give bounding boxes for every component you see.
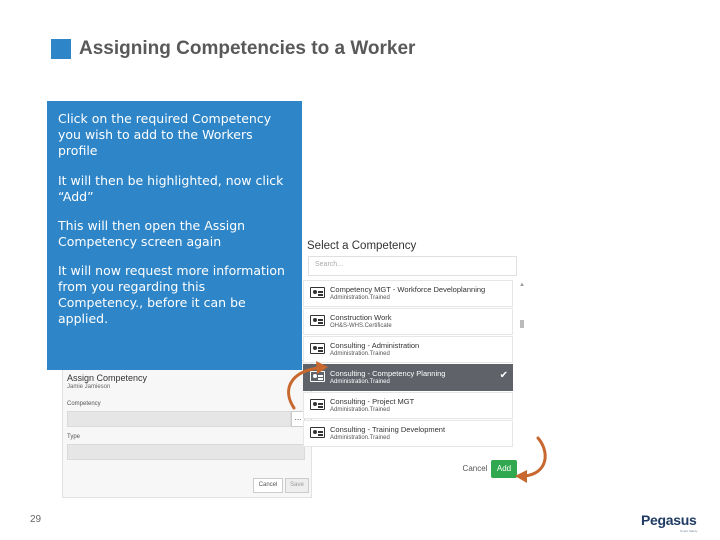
type-label: Type	[67, 434, 81, 440]
item-name: Consulting - Project MGT	[330, 397, 415, 406]
list-item-competency-mgt[interactable]	[303, 280, 513, 307]
logo-tagline: Smart Safety	[680, 529, 698, 533]
list-item-consulting-training-development[interactable]	[303, 420, 513, 447]
item-category: Administration.Trained	[330, 435, 390, 441]
scrollbar-thumb[interactable]	[520, 320, 524, 328]
list-item-consulting-administration[interactable]	[303, 336, 513, 363]
competency-field[interactable]	[67, 411, 291, 427]
worker-name: Jamie Jamieson	[67, 384, 111, 390]
instruction-callout	[47, 101, 302, 370]
list-item-consulting-project-mgt[interactable]	[303, 392, 513, 419]
item-name: Construction Work	[330, 313, 392, 322]
id-card-icon	[310, 427, 325, 438]
competency-label: Competency	[67, 401, 101, 407]
id-card-icon	[310, 371, 325, 382]
assign-competency-dialog	[62, 360, 312, 498]
instruction-step-3: This will then open the Assign Competency screen again	[58, 218, 246, 249]
id-card-icon	[310, 287, 325, 298]
assign-dialog-title: Assign Competency	[67, 373, 148, 383]
id-card-icon	[310, 315, 325, 326]
item-name: Consulting - Administration	[330, 341, 420, 350]
checkmark-icon: ✔	[499, 370, 508, 381]
instruction-step-2: It will then be highlighted, now click “Add”	[58, 173, 284, 204]
search-input[interactable]	[308, 256, 517, 276]
list-scrollbar[interactable]	[519, 282, 525, 332]
item-category: Administration.Trained	[330, 295, 390, 301]
slide-title-text: Assigning Competencies to a Worker	[79, 38, 416, 59]
select-cancel-button[interactable]: Cancel	[462, 464, 488, 473]
page-number: 29	[30, 514, 42, 525]
title-bullet-icon	[51, 39, 71, 59]
pegasus-logo: Pegasus	[641, 512, 697, 528]
slide-title	[51, 38, 415, 60]
add-button[interactable]: Add	[491, 460, 517, 478]
type-field[interactable]	[67, 444, 305, 460]
id-card-icon	[310, 399, 325, 410]
id-card-icon	[310, 343, 325, 354]
arrow-to-add-button	[524, 438, 545, 476]
instruction-step-4: It will now request more information from you regarding this Competency., before it can be applied.	[58, 263, 285, 326]
competency-list	[303, 280, 513, 453]
list-item-construction-work[interactable]	[303, 308, 513, 335]
item-name: Consulting - Training Development	[330, 425, 446, 434]
list-item-consulting-competency-planning[interactable]	[303, 364, 513, 391]
select-competency-title: Select a Competency	[307, 240, 417, 252]
scroll-up-arrow-icon[interactable]: ▲	[519, 282, 525, 288]
assign-cancel-button[interactable]: Cancel	[253, 478, 283, 493]
item-category: Administration.Trained	[330, 351, 390, 357]
instruction-step-1: Click on the required Competency you wish to add to the Workers profile	[58, 111, 272, 158]
item-name: Consulting - Competency Planning	[330, 369, 446, 378]
item-category: Administration.Trained	[330, 379, 390, 385]
item-name: Competency MGT - Workforce Developlanning	[330, 285, 486, 294]
browse-competency-button[interactable]: ...	[291, 411, 305, 427]
item-category: Administration.Trained	[330, 407, 390, 413]
assign-save-button[interactable]: Save	[285, 478, 309, 493]
search-placeholder: Search...	[315, 261, 344, 268]
item-category: OH&S-WHS.Certificate	[330, 323, 392, 329]
